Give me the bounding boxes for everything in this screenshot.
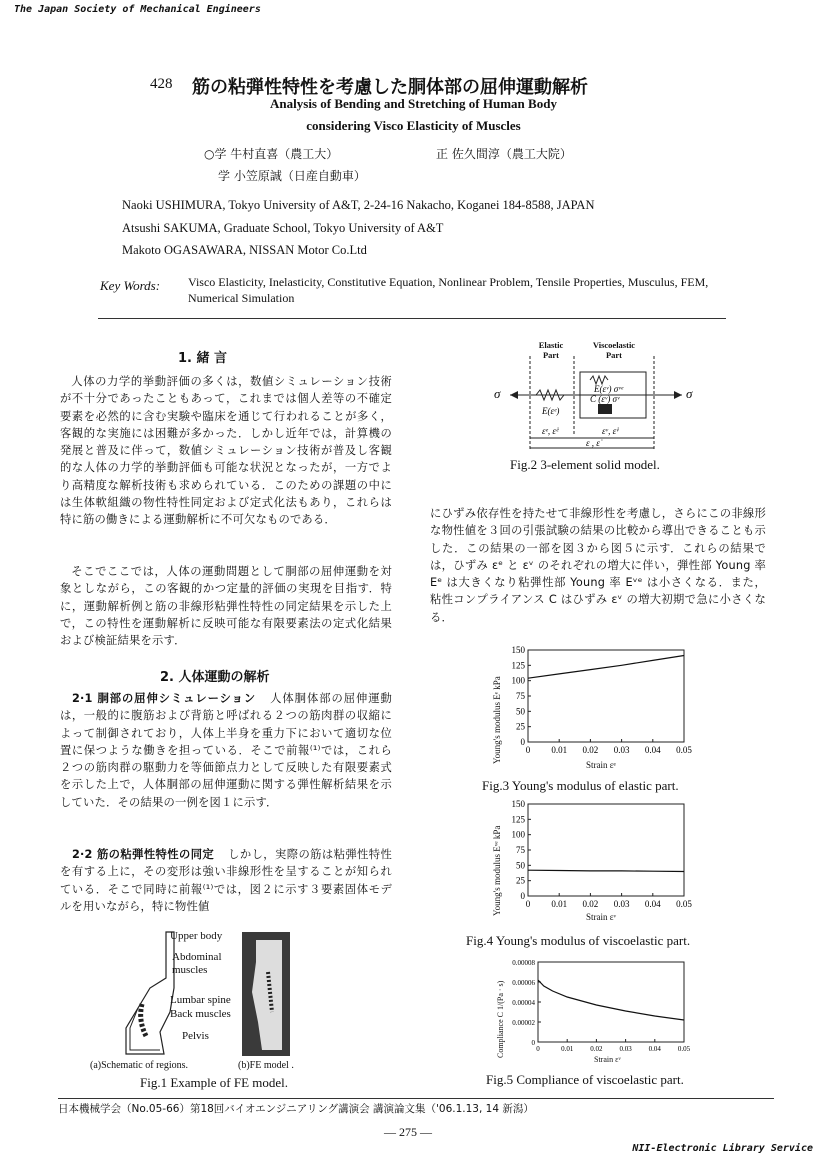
affiliation-3: Makoto OGASAWARA, NISSAN Motor Co.Ltd <box>122 243 367 257</box>
paper-number: 428 <box>150 76 173 92</box>
svg-text:εᵛ, ε̇ᵛ: εᵛ, ε̇ᵛ <box>602 426 619 436</box>
x-tick-label: 0.01 <box>551 745 568 755</box>
x-tick-label: 0.02 <box>590 1045 603 1053</box>
fig2-caption: Fig.2 3-element solid model. <box>510 457 660 472</box>
fig1-label-back-muscles: Back muscles <box>170 1008 231 1020</box>
fig1-fe-model <box>242 932 290 1056</box>
keywords-label: Key Words: <box>100 278 161 293</box>
section-2-1-heading: 2·1 胴部の屈伸シミュレーション <box>72 692 257 705</box>
x-tick-label: 0.05 <box>676 899 692 909</box>
section-2-heading: 2. 人体運動の解析 <box>160 670 270 685</box>
plot-frame <box>528 804 684 896</box>
fig1-subcaption-b: (b)FE model . <box>238 1060 294 1071</box>
series-line <box>528 870 684 871</box>
fig1-label-upper-body: Upper body <box>170 930 223 942</box>
y-tick-label: 125 <box>511 814 525 825</box>
x-tick-label: 0.04 <box>644 899 661 909</box>
section-1-para-2: そこでここでは，人体の運動問題として胴部の屈伸運動を対象としながら，この客観的かつ定量的評価の実現を目指す．特に，運動解析例と筋の非線形粘弾性特性の同定結果を示した上で，この特性を運動解析に反映可能な有限要素法の定式化結果および検証結果を示す． <box>60 565 392 648</box>
y-tick-label: 50 <box>516 860 525 871</box>
title-english-1: Analysis of Bending and Stretching of Human Body <box>270 96 557 111</box>
section-1-para-1: 人体の力学的挙動評価の多くは，数値シミュレーション技術が不十分であったこともあって，これまでは個人差等の不確定要素を必然的に含む実験や臨床を通じて行われることが多く，客観的な実施には困難が多かった．しかし近年では，計算機の発展と普及に伴って，数値シミュレーション技術が普及し客観的な人体の力学的挙動評価も可能な状況となったが，一方でより高精度な解析技術も求められている．このための課題の中には生体軟組織の物性特性同定および定式化法もあり，これらは特に筋の働きによる運動解析に不可欠なものである． <box>60 375 392 527</box>
x-tick-label: 0.02 <box>582 899 599 909</box>
affiliation-2: Atsushi SAKUMA, Graduate School, Tokyo University of A&T <box>122 221 444 235</box>
fig1-caption: Fig.1 Example of FE model. <box>140 1075 289 1090</box>
fig3-caption: Fig.3 Young's modulus of elastic part. <box>482 778 679 793</box>
title-japanese: 筋の粘弾性特性を考慮した胴体部の屈伸運動解析 <box>192 77 588 98</box>
y-tick-label: 25 <box>516 875 525 886</box>
y-tick-label: 0.00004 <box>512 999 535 1007</box>
society-header: The Japan Society of Mechanical Engineers <box>14 4 261 15</box>
y-tick-label: 0 <box>520 891 525 901</box>
affiliation-1: Naoki USHIMURA, Tokyo University of A&T, 2-24-16 Nakacho, Koganei 184-8588, JAPAN <box>122 198 595 212</box>
x-tick-label: 0.05 <box>676 745 692 755</box>
fig2-sigma-right: σ <box>686 386 693 401</box>
section-2-1 <box>60 690 392 811</box>
x-tick-label: 0 <box>536 1045 540 1053</box>
series-line <box>538 980 684 1020</box>
series-line <box>528 656 684 679</box>
x-tick-label: 0.05 <box>677 1045 691 1053</box>
plot-frame <box>528 650 684 742</box>
title-english-2: considering Visco Elasticity of Muscles <box>306 118 521 133</box>
footer-rule <box>58 1098 774 1099</box>
section-2-2-heading: 2·2 筋の粘弾性特性の同定 <box>72 848 215 861</box>
proceedings-footer: 日本機械学会（No.05-66）第18回バイオエンジニアリング講演会 講演論文集（'06.1.13, 14 新潟） <box>58 1103 534 1115</box>
x-tick-label: 0.03 <box>619 1045 632 1053</box>
fig1-label-lumbar-spine: Lumbar spine <box>170 994 231 1006</box>
y-tick-label: 125 <box>511 660 525 671</box>
svg-text:ε , ε̇: ε , ε̇ <box>586 438 600 448</box>
fig1-label-muscles: muscles <box>172 964 208 976</box>
y-tick-label: 0.00002 <box>512 1019 535 1027</box>
author-2: 正 佐久間淳（農工大院） <box>436 147 572 161</box>
fig4-caption: Fig.4 Young's modulus of viscoelastic part. <box>466 933 691 948</box>
y-tick-label: 150 <box>511 645 525 655</box>
nii-footer: NII-Electronic Library Service <box>632 1143 813 1154</box>
y-tick-label: 0 <box>531 1039 535 1047</box>
fig3-chart <box>488 644 706 766</box>
x-tick-label: 0.01 <box>551 899 568 909</box>
x-tick-label: 0.03 <box>613 745 630 755</box>
fig4-chart <box>488 798 706 914</box>
fig4-xlabel: Strain εᵛ <box>586 912 617 922</box>
svg-text:C (εᵛ) σᵛ: C (εᵛ) σᵛ <box>590 394 620 404</box>
y-tick-label: 0 <box>520 737 525 747</box>
y-tick-label: 0.00008 <box>512 959 535 967</box>
x-tick-label: 0.04 <box>648 1045 661 1053</box>
fig1-subcaption-a: (a)Schematic of regions. <box>90 1060 189 1071</box>
section-1-heading: 1. 緒 言 <box>178 351 228 366</box>
y-tick-label: 150 <box>511 799 525 809</box>
fig3-ylabel: Young's modulus Eᵉ kPa <box>492 676 502 764</box>
svg-text:εᵉ, ε̇ᵉ: εᵉ, ε̇ᵉ <box>542 426 559 436</box>
fig2-viscoelastic-label: Viscoelastic Part <box>592 340 636 360</box>
right-column-para: にひずみ依存性を持たせて非線形性を考慮し，さらにこの非線形な物性値を３回の引張試験の結果の比較から導出できることも示した．この結果の一部を図３から図５に示す．これらの結果では，ひずみ εᵉ と εᵛ のそれぞれの増大に伴い，弾性部 Young 率 Eᵉ は大きくなり粘弾性部 Young 率 Eᵛᵉ は小さくなる．また，粘性コンプライアンス C はひずみ εᵛ の増大初期で急に小さくなる． <box>430 507 766 624</box>
y-tick-label: 100 <box>511 829 525 840</box>
author-3: 学 小笠原誠（日産自動車） <box>218 169 366 183</box>
y-tick-label: 25 <box>516 721 525 732</box>
fig3-xlabel: Strain εᵉ <box>586 760 616 770</box>
fig5-xlabel: Strain εᵛ <box>594 1055 621 1064</box>
section-2-2 <box>60 846 392 915</box>
x-tick-label: 0 <box>525 899 531 909</box>
y-tick-label: 0.00006 <box>512 979 535 987</box>
svg-text:E(εᵉ): E(εᵉ) <box>542 406 560 416</box>
x-tick-label: 0.03 <box>613 899 630 909</box>
y-tick-label: 100 <box>511 675 525 686</box>
x-tick-label: 0 <box>525 745 531 755</box>
section-2-2-text: しかし，実際の筋は粘弾性特性を有する上に，その変形は強い非線形性を呈することが知られている．そこで同時に前報⁽¹⁾では，図２に示す３要素固体モデルを用いながら，特に物性値 <box>60 848 392 913</box>
keywords-text: Visco Elasticity, Inelasticity, Constitutive Equation, Nonlinear Problem, Tensile Properties, Musculus, FEM, Numerical Simulation <box>188 275 709 305</box>
x-tick-label: 0.02 <box>582 745 599 755</box>
fig2-elastic-label: Elastic Part <box>538 340 564 360</box>
fig2-sigma-left: σ <box>494 386 501 401</box>
svg-text:E(εᵛ) σᵛᵉ: E(εᵛ) σᵛᵉ <box>594 384 624 394</box>
fig1-label-abdominal: Abdominal <box>172 951 222 963</box>
header-rule <box>98 318 726 319</box>
author-1: ○学 牛村直喜（農工大） <box>204 147 339 161</box>
plot-frame <box>538 962 684 1042</box>
fig4-ylabel: Young's modulus Eᵛᵉ kPa <box>492 825 502 916</box>
page-number: — 275 — <box>384 1125 432 1139</box>
x-tick-label: 0.04 <box>644 745 661 755</box>
fig5-chart <box>488 958 706 1062</box>
y-tick-label: 75 <box>516 691 525 701</box>
section-2-1-text: 人体胴体部の屈伸運動は，一般的に腹筋および背筋と呼ばれる２つの筋肉群の収縮によって制御されており，人体上半身を重力下において適切な位置に保つような働きを担っている．そこで前報⁽¹⁾では，これら２つの筋肉群の駆動力を等価節点力として反映した有限要素式を示した上で，人体胴部の屈伸運動に関する弾性解析結果を示していた．その結果の一例を図１に示す． <box>60 692 392 809</box>
fig1-label-pelvis: Pelvis <box>182 1030 209 1042</box>
fig5-ylabel: Compliance C 1/(Pa · s) <box>496 980 505 1058</box>
y-tick-label: 75 <box>516 845 525 855</box>
fig5-caption: Fig.5 Compliance of viscoelastic part. <box>486 1072 684 1087</box>
x-tick-label: 0.01 <box>561 1045 574 1053</box>
y-tick-label: 50 <box>516 706 525 717</box>
